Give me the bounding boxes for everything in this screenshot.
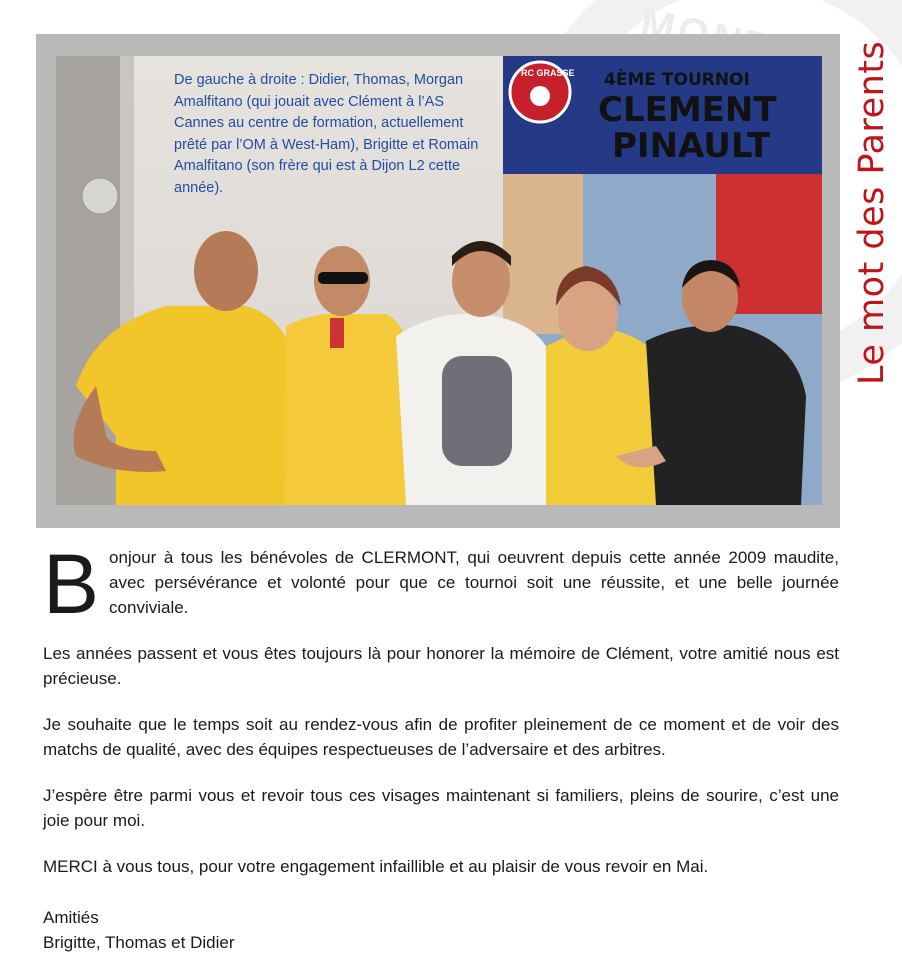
letter-paragraph-1-text: onjour à tous les bénévoles de CLERMONT, qui oeuvrent depuis cette année 2009 maudite, avec persévérance et volonté pour que ce tournoi soit une réussite, et une belle journée conviviale.	[109, 548, 839, 617]
poster-badge: RC GRASSE	[521, 68, 575, 78]
group-photo	[56, 56, 822, 505]
signature-block	[43, 905, 839, 955]
letter-paragraph-5: MERCI à vous tous, pour votre engagement infaillible et au plaisir de vous revoir en Mai.	[43, 857, 709, 876]
photo-frame	[36, 34, 840, 528]
section-title: Le mot des Parents	[852, 40, 892, 385]
letter-paragraph-2: Les années passent et vous êtes toujours là pour honorer la mémoire de Clément, votre amitié nous est précieuse.	[43, 644, 839, 688]
letter-paragraph-4: J’espère être parmi vous et revoir tous ces visages maintenant si familiers, pleins de sourire, c’est une joie pour moi.	[43, 786, 839, 830]
drop-cap: B	[43, 537, 100, 631]
letter-body	[43, 537, 839, 955]
poster-line-2: CLEMENT	[598, 90, 777, 130]
letter-paragraph-3: Je souhaite que le temps soit au rendez-vous afin de profiter pleinement de ce moment et de voir des matchs de qualité, avec des équipes respectueuses de l’adversaire et des arbitres.	[43, 715, 839, 759]
poster-line-3: PINAULT	[612, 126, 771, 166]
signature: Brigitte, Thomas et Didier	[43, 933, 235, 952]
poster-line-1: 4ÈME TOURNOI	[604, 70, 750, 90]
closing: Amitiés	[43, 908, 99, 927]
photo-caption: De gauche à droite : Didier, Thomas, Morgan Amalfitano (qui jouait avec Clément à l’AS Cannes au centre de formation, actuellement prêté par l’OM à West-Ham), Brigitte et Romain Amalfitano (son frère qui est à Dijon L2 cette année).	[174, 72, 479, 196]
letter-paragraph-1	[43, 537, 839, 631]
